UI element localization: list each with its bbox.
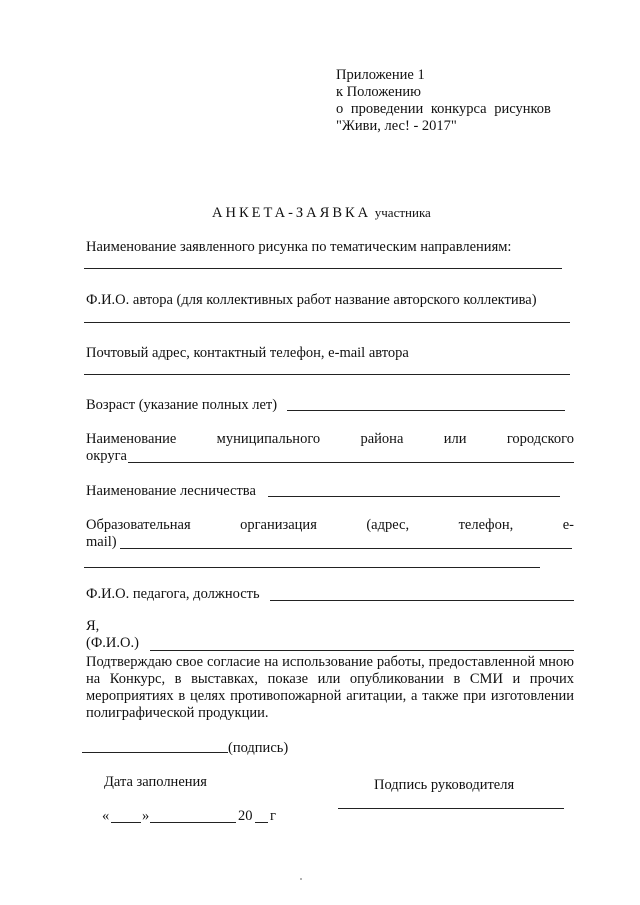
- district-word-5: городского: [506, 431, 574, 447]
- date-close-quote: »: [142, 808, 150, 824]
- appendix-line-2: к Положению: [336, 84, 421, 100]
- field-drawing-name-label: Наименование заявленного рисунка по тематическим направлениям:: [86, 239, 512, 255]
- field-org-cont: mail): [86, 534, 117, 550]
- date-open-quote: «: [102, 808, 110, 824]
- date-month-line[interactable]: [150, 822, 236, 823]
- consent-fio-label: (Ф.И.О.): [86, 635, 139, 651]
- appendix-line-3: [336, 101, 576, 117]
- field-age-label: Возраст (указание полных лет): [86, 397, 278, 413]
- field-district-cont: округа: [86, 448, 127, 464]
- signature-label: (подпись): [228, 740, 289, 756]
- field-forestry-label: Наименование лесничества: [86, 483, 256, 499]
- field-district-line[interactable]: [128, 462, 574, 463]
- org-word-3: (адрес,: [366, 517, 410, 533]
- leader-signature-line[interactable]: [338, 808, 564, 809]
- field-address-line[interactable]: [84, 374, 570, 375]
- district-word-2: муниципального: [216, 431, 321, 447]
- org-word-2: организация: [240, 517, 317, 533]
- field-forestry-line[interactable]: [268, 496, 560, 497]
- leader-signature-label: Подпись руководителя: [374, 777, 515, 793]
- org-word-5: е-: [562, 517, 574, 533]
- field-org-line-2[interactable]: [84, 567, 540, 568]
- appendix-line-4: "Живи, лес! - 2017": [336, 118, 457, 134]
- date-day-line[interactable]: [111, 822, 141, 823]
- field-district-label: [86, 431, 574, 447]
- scan-speck: [300, 878, 302, 880]
- field-author-line[interactable]: [84, 322, 570, 323]
- district-word-4: или: [443, 431, 467, 447]
- form-title-rest: участника: [374, 205, 431, 220]
- field-author-label: Ф.И.О. автора (для коллективных работ название авторского коллектива): [86, 292, 537, 308]
- appendix-line-3-text: о проведении конкурса рисунков: [336, 101, 551, 117]
- field-teacher-label: Ф.И.О. педагога, должность: [86, 586, 260, 602]
- district-word-1: Наименование: [86, 431, 177, 447]
- district-word-3: района: [360, 431, 404, 447]
- appendix-line-1: Приложение 1: [336, 67, 425, 83]
- field-address-label: Почтовый адрес, контактный телефон, e-mail автора: [86, 345, 409, 361]
- field-age-line[interactable]: [287, 410, 565, 411]
- date-year-suffix: г: [270, 808, 276, 824]
- consent-fio-line[interactable]: [150, 650, 574, 651]
- date-label: Дата заполнения: [104, 774, 207, 790]
- field-drawing-name-line[interactable]: [84, 268, 562, 269]
- field-org-label: [86, 517, 574, 533]
- field-teacher-line[interactable]: [270, 600, 574, 601]
- consent-text: Подтверждаю свое согласие на использование работы, предоставленной мною на Конкурс, в выставках, показе или опубликовании в СМИ и прочих мероприятиях в целях противопожарной агитации, а также при изготовлении полиграфической продукции.: [86, 654, 574, 721]
- form-title-spaced: АНКЕТА-ЗАЯВКА: [212, 205, 372, 221]
- consent-ya: Я,: [86, 618, 100, 634]
- date-year-prefix: 20: [238, 808, 253, 824]
- form-title: [212, 205, 431, 221]
- field-org-line-1[interactable]: [120, 548, 572, 549]
- date-year-line[interactable]: [255, 822, 268, 823]
- org-word-4: телефон,: [458, 517, 514, 533]
- signature-line[interactable]: [82, 752, 228, 753]
- org-word-1: Образовательная: [86, 517, 191, 533]
